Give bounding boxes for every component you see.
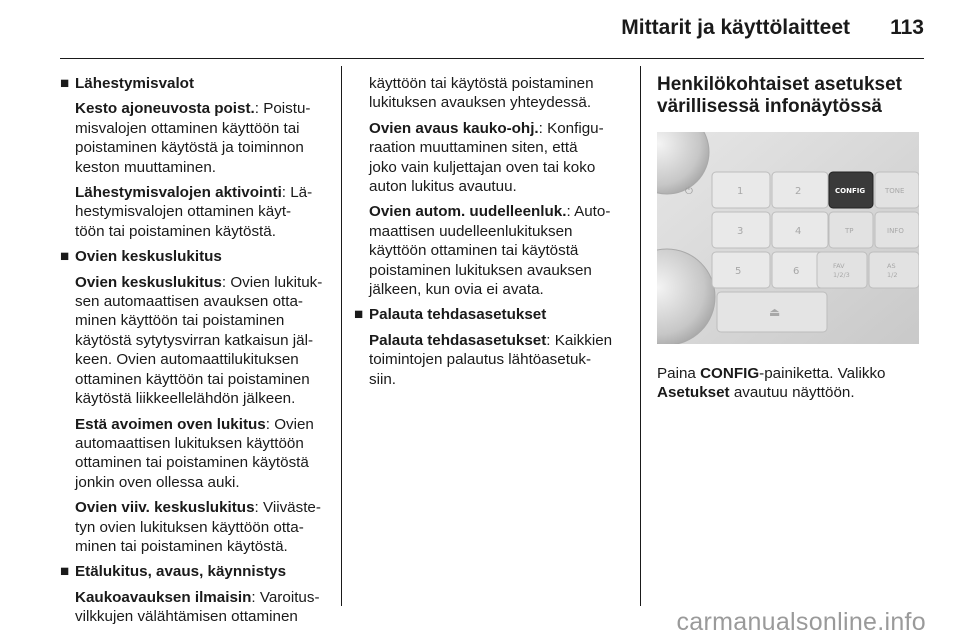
text-segment: Paina [657, 365, 701, 382]
bullet-square: ■ [60, 248, 70, 266]
paragraph [75, 183, 335, 241]
section-heading: Palauta tehdasasetukset [369, 306, 547, 324]
setting-term: Ovien viiv. keskuslukitus [75, 499, 255, 517]
setting-term: Ovien autom. uudelleenluk. [369, 203, 567, 221]
page-number: 113 [890, 16, 924, 39]
as-sub-label: 1/2 [887, 271, 898, 279]
config-button-reference: CONFIG [700, 365, 760, 382]
text-line: : Ovien [265, 415, 314, 433]
text-line: siin. [369, 370, 397, 388]
header-rule [60, 58, 924, 59]
column-divider-1 [341, 66, 342, 606]
preset-6-label: 6 [793, 266, 800, 277]
setting-term: Ovien keskuslukitus [75, 273, 222, 291]
paragraph [369, 202, 630, 299]
text-line: poistaminen käytöstä ja toiminnon [75, 139, 304, 157]
section-central-locking [60, 247, 335, 556]
text-line: hestymisvalojen ottaminen käyt- [75, 203, 292, 221]
text-line: : Konfigu- [538, 119, 604, 137]
running-header-title: Mittarit ja käyttölaitteet [621, 16, 850, 39]
text-line: lukituksen avauksen yhteydessä. [369, 94, 592, 112]
text-line: auton lukitus avautuu. [369, 178, 517, 196]
paragraph [75, 415, 335, 493]
info-label: INFO [887, 227, 904, 235]
column-1 [60, 74, 335, 633]
preset-3-label: 3 [737, 226, 744, 237]
fav-button[interactable] [817, 252, 867, 288]
preset-2-label: 2 [795, 186, 802, 197]
as-label: AS [887, 262, 896, 270]
text-line: : Ovien lukituk- [221, 273, 323, 291]
text-segment: avautuu näyttöön. [729, 384, 855, 402]
text-line: poistaminen lukituksen avauksen [369, 261, 592, 279]
bullet-square: ■ [354, 306, 364, 324]
section-remote-locking [60, 562, 335, 626]
text-line: käytöstä sytytysvirran katkaisun jäl- [75, 331, 314, 349]
text-line: sen automaattisen avauksen otta- [75, 293, 303, 311]
setting-term: Kesto ajoneuvosta poist. [75, 100, 255, 118]
text-line: joko vain kuljettajan oven tai koko [369, 158, 596, 176]
tp-label: TP [845, 227, 854, 235]
setting-term: Lähestymisvalojen aktivointi [75, 184, 282, 202]
text-line: automaattisen lukituksen käyttöön [75, 434, 304, 452]
setting-term: Kaukoavauksen ilmaisin [75, 588, 252, 606]
text-line: keston muuttaminen. [75, 158, 216, 176]
text-line: käyttöön ottaminen tai käytöstä [369, 242, 579, 260]
text-line: misvalojen ottaminen käyttöön tai [75, 119, 300, 137]
text-line: töön tai poistaminen käytöstä. [75, 222, 276, 240]
fav-label: FAV [833, 262, 845, 270]
section-heading: Lähestymisvalot [75, 75, 195, 92]
setting-term: Estä avoimen oven lukitus [75, 415, 266, 433]
fav-sub-label: 1/2/3 [833, 271, 850, 279]
paragraph [369, 119, 630, 197]
section-title [657, 74, 925, 118]
paragraph [75, 588, 335, 627]
config-label: CONFIG [835, 187, 866, 195]
title-line: värillisessä infonäytössä [657, 96, 882, 117]
paragraph [75, 498, 335, 556]
column-divider-2 [640, 66, 641, 606]
setting-term: Palauta tehdasasetukset [369, 331, 547, 349]
text-line: : Kaikkien [546, 331, 613, 349]
text-line: tyn ovien lukituksen käyttöön otta- [75, 518, 304, 536]
power-icon: ⏻ [685, 186, 693, 197]
text-line: : Varoitus- [251, 588, 320, 606]
paragraph [75, 273, 335, 409]
text-line: maattisen uudelleenlukituksen [369, 222, 573, 240]
text-line: toimintojen palautus lähtöasetuk- [369, 351, 592, 369]
preset-1-label: 1 [737, 186, 744, 197]
text-line: raation muuttaminen siten, että [369, 139, 578, 157]
text-line: minen käyttöön tai poistaminen [75, 312, 285, 330]
column-3 [657, 74, 925, 409]
text-line: : Viiväste- [254, 499, 321, 517]
settings-menu-reference: Asetukset [657, 384, 730, 402]
text-line: käytöstä liikkeellelähdön jälkeen. [75, 390, 296, 408]
text-line: : Auto- [566, 203, 611, 221]
title-line: Henkilökohtaiset asetukset [657, 74, 902, 95]
preset-5-label: 5 [735, 266, 742, 277]
text-line: ottaminen tai poistaminen käytöstä [75, 454, 309, 472]
text-line: : Poistu- [254, 100, 311, 118]
figure-caption [657, 364, 925, 403]
bullet-square: ■ [60, 75, 70, 92]
paragraph [369, 74, 630, 113]
text-line: käyttöön tai käytöstä poistaminen [369, 75, 594, 92]
watermark: carmanualsonline.info [676, 608, 926, 636]
preset-4-label: 4 [795, 226, 802, 237]
tone-label: TONE [885, 187, 905, 195]
bullet-square: ■ [60, 563, 70, 581]
section-heading: Ovien keskuslukitus [75, 248, 222, 266]
text-line: ottaminen käyttöön tai poistaminen [75, 370, 310, 388]
text-line: vilkkujen välähtämisen ottaminen [75, 608, 298, 626]
setting-term: Ovien avaus kauko-ohj. [369, 119, 539, 137]
text-line: jälkeen, kun ovia ei avata. [369, 281, 544, 299]
section-factory-reset [354, 305, 630, 389]
text-line: jonkin oven ollessa auki. [75, 473, 240, 491]
text-line: minen tai poistaminen käytöstä. [75, 537, 288, 555]
text-line: keen. Ovien automaattilukituksen [75, 351, 299, 369]
section-approach-lights [60, 74, 335, 241]
eject-icon: ⏏ [769, 305, 781, 319]
text-segment: -painiketta. Valikko [759, 365, 886, 382]
as-button[interactable] [869, 252, 919, 288]
section-heading: Etälukitus, avaus, käynnistys [75, 563, 287, 581]
section-remote-locking-continued [354, 74, 630, 299]
column-2 [354, 74, 630, 395]
paragraph [75, 99, 335, 177]
control-panel-illustration [657, 132, 919, 344]
paragraph [369, 331, 630, 389]
text-line: : Lä- [281, 184, 313, 202]
